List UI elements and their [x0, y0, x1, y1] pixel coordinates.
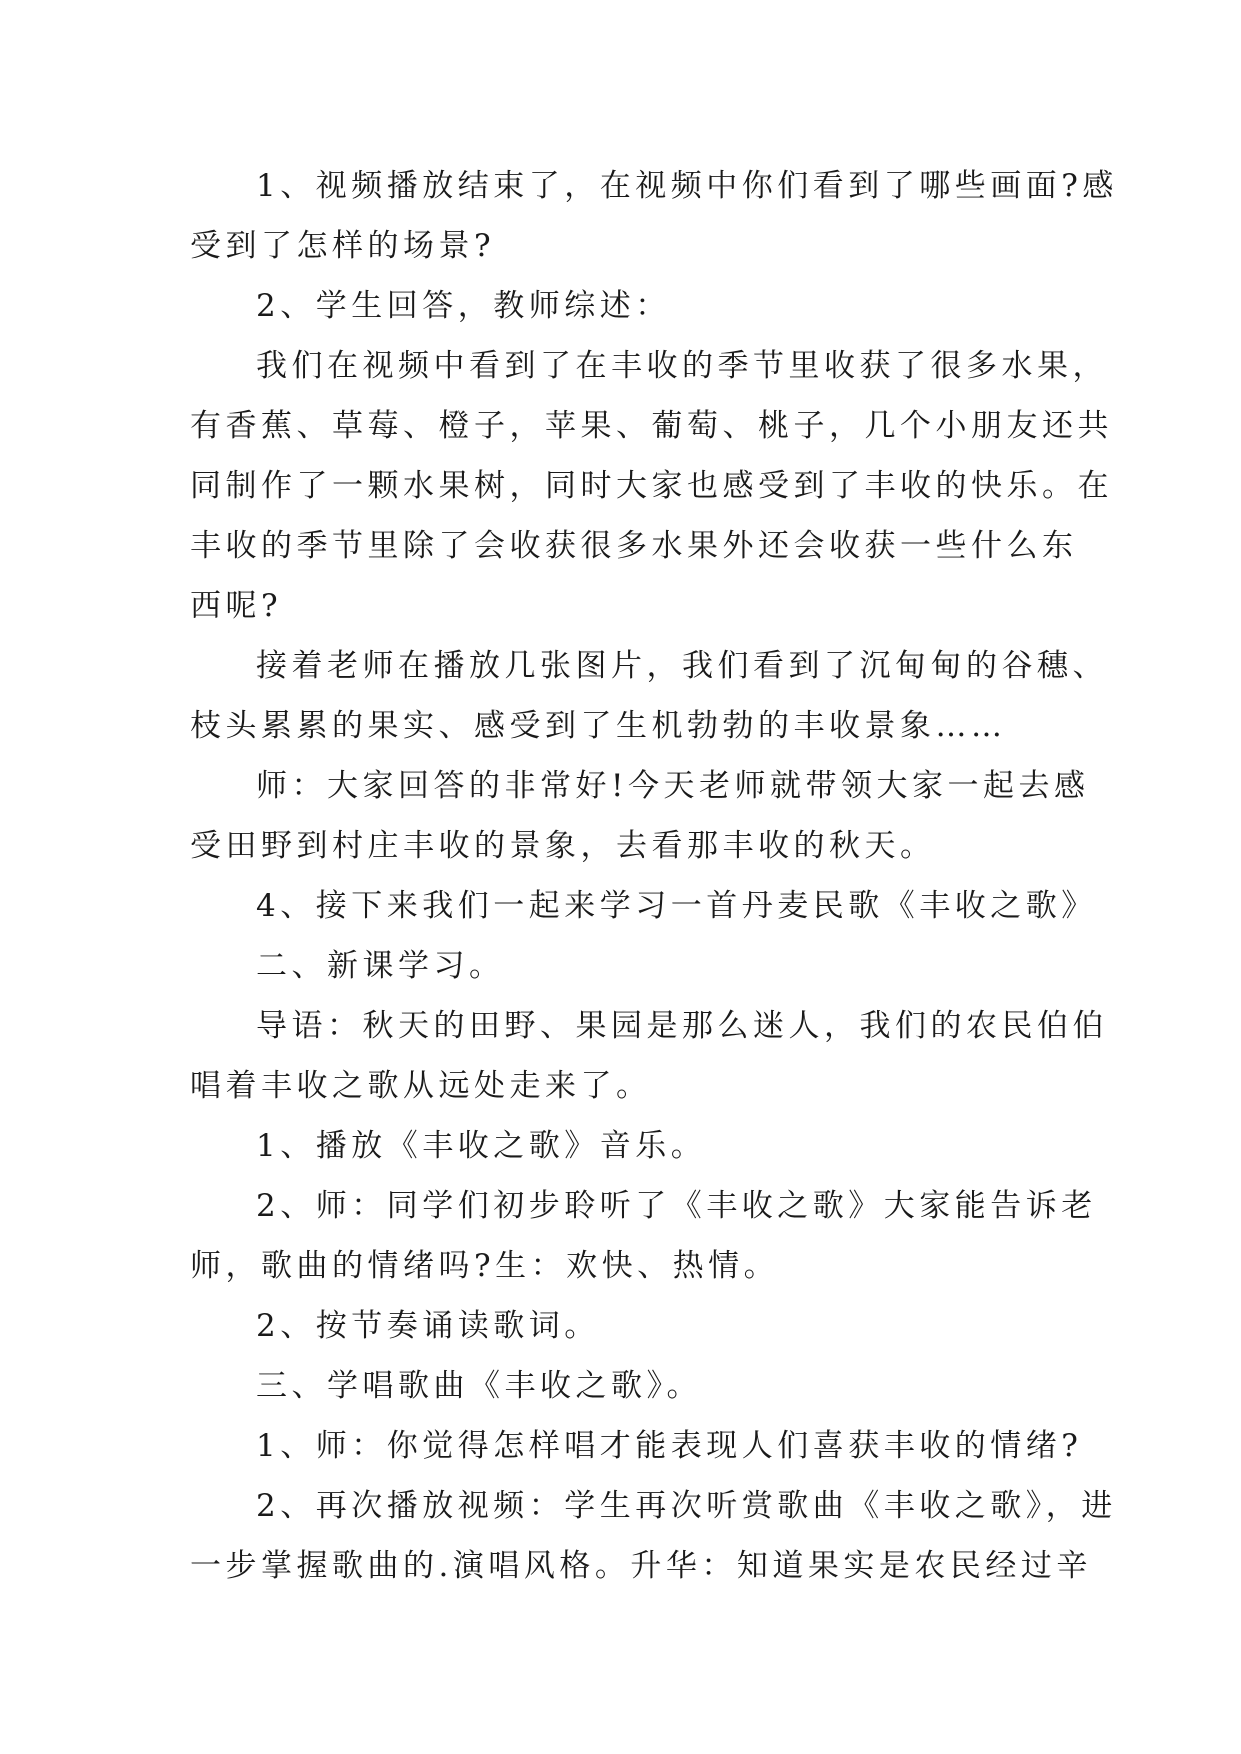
text-line: 导语：秋天的田野、果园是那么迷人，我们的农民伯伯 [256, 1008, 1108, 1044]
text-line: 唱着丰收之歌从远处走来了。 [190, 1068, 652, 1104]
text-line: 同制作了一颗水果树，同时大家也感受到了丰收的快乐。在 [190, 468, 1113, 504]
text-line: 1、视频播放结束了，在视频中你们看到了哪些画面?感 [256, 168, 1118, 204]
text-line: 我们在视频中看到了在丰收的季节里收获了很多水果， [256, 348, 1108, 384]
text-line: 西呢? [190, 588, 283, 624]
text-line: 1、师：你觉得怎样唱才能表现人们喜获丰收的情绪? [256, 1428, 1083, 1464]
text-line: 2、再次播放视频：学生再次听赏歌曲《丰收之歌》，进 [256, 1488, 1117, 1524]
section-heading: 二、新课学习。 [256, 948, 505, 984]
text-line: 1、播放《丰收之歌》音乐。 [256, 1128, 707, 1164]
text-line: 4、接下来我们一起来学习一首丹麦民歌《丰收之歌》 [256, 888, 1097, 924]
text-line: 2、学生回答，教师综述： [256, 288, 671, 324]
text-line: 师：大家回答的非常好!今天老师就带领大家一起去感 [256, 768, 1090, 804]
text-line: 受田野到村庄丰收的景象，去看那丰收的秋天。 [190, 828, 936, 864]
text-line: 枝头累累的果实、感受到了生机勃勃的丰收景象…… [190, 708, 1007, 744]
text-line: 丰收的季节里除了会收获很多水果外还会收获一些什么东 [190, 528, 1078, 564]
text-line: 2、师：同学们初步聆听了《丰收之歌》大家能告诉老 [256, 1188, 1097, 1224]
text-line: 2、按节奏诵读歌词。 [256, 1308, 600, 1344]
text-line: 有香蕉、草莓、橙子，苹果、葡萄、桃子，几个小朋友还共 [190, 408, 1113, 444]
text-line: 受到了怎样的场景? [190, 228, 496, 264]
text-line: 一步掌握歌曲的.演唱风格。升华：知道果实是农民经过辛 [190, 1548, 1092, 1584]
text-line: 师，歌曲的情绪吗?生：欢快、热情。 [190, 1248, 780, 1284]
text-line: 接着老师在播放几张图片，我们看到了沉甸甸的谷穗、 [256, 648, 1108, 684]
section-heading: 三、学唱歌曲《丰收之歌》。 [256, 1368, 702, 1404]
